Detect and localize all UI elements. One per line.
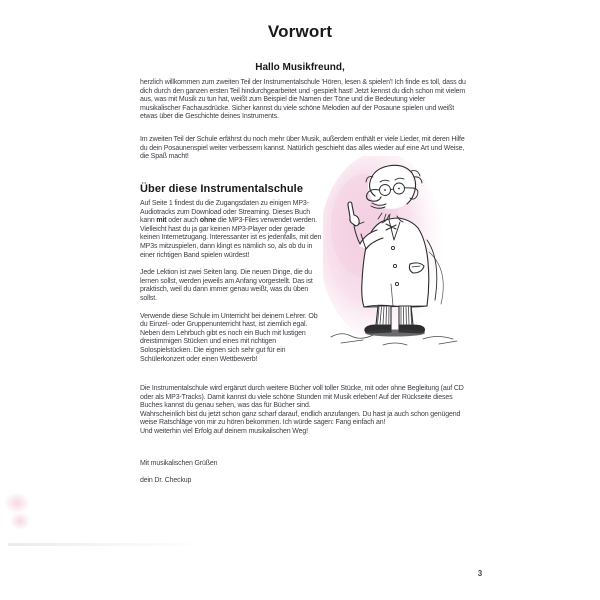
intro-paragraph-1: herzlich willkommen zum zweiten Teil der Instrumentalschule 'Hören, lesen & spielen'! Ich finde es toll, dass du dich durch den ganzen ersten Teil hindurchgearbeitet und -gespielt hast! Jetzt kennst du dich schon mit vielem aus, was mit Musik zu tun hat, weißt zum Beispiel die Namen der Töne und die Bedeutung vieler musikalischer Fachausdrücke. Sicher kannst du viele schöne Melodien auf der Posaune spielen und weißt etwas über die Geschichte deines Instruments.	[140, 79, 466, 121]
section-paragraph-2: Jede Lektion ist zwei Seiten lang. Die neuen Dinge, die du lernen sollst, werden jeweils am Anfang vorgestellt. Das ist praktisch, weil du dann immer genau weißt, was du üben sollst.	[140, 269, 313, 302]
section-column	[140, 200, 324, 373]
section-paragraph-3: Verwende diese Schule im Unterricht bei deinem Lehrer. Ob du Einzel- oder Gruppenunterricht hast, ist ziemlich egal. Neben dem Lehrbuch gibt es noch ein Buch mit lustigen dreistimmigen Stücken und eines mit richtigen Solospielstücken. Die eignen sich sehr gut für ein Schülerkonzert oder einen Wettbewerb!	[140, 312, 318, 363]
page-title: Vorwort	[267, 22, 333, 41]
signoff-greeting: Mit musikalischen Grüßen	[140, 460, 218, 467]
page-number: 3	[477, 569, 483, 578]
page-edge-artifact	[8, 543, 208, 546]
dr-checkup-illustration	[323, 156, 473, 348]
para1-bold-ohne: ohne	[199, 217, 216, 225]
intro-paragraph-2: Im zweiten Teil der Schule erfährst du noch mehr über Musik, außerdem enthält er viele Lieder, mit deren Hilfe du dein Posaunenspiel weiter verbessern kannst. Natürlich geschieht das alles wieder auf eine Art und Weise, die Spaß macht!	[140, 136, 465, 161]
closing-line-3: Und weiterhin viel Erfolg auf deinem musikalischen Weg!	[140, 427, 308, 435]
closing-paragraph	[140, 385, 470, 437]
salutation-heading: Hallo Musikfreund,	[255, 62, 345, 73]
scan-smudge	[4, 492, 30, 514]
para1-text-before: Auf Seite 1 findest du die Zugangsdaten zu einigen MP3-Audiotracks zum Download oder Streaming. Dieses Buch kann	[140, 200, 311, 225]
section-heading: Über diese Instrumentalschule	[140, 183, 304, 195]
closing-line-1: Die Instrumentalschule wird ergänzt durch weitere Bücher voll toller Stücke, mit oder ohne Begleitung (auf CD oder als MP3-Tracks). Damit kannst du viele schöne Stunden mit Musik erleben! Auf der Rückseite dieses Buches kannst du genau sehen, was das für Bücher sind.	[140, 385, 464, 410]
closing-line-2: Wahrscheinlich bist du jetzt schon ganz scharf darauf, endlich anzufangen. Du hast ja auch schon genügend weise Ratschläge von mir zu hören bekommen. Ich würde sagen: Fang einfach an!	[140, 410, 461, 427]
signoff-name: dein Dr. Checkup	[140, 477, 192, 484]
para1-bold-mit: mit	[156, 217, 167, 225]
scan-smudge	[10, 512, 30, 530]
section-paragraph-1	[140, 200, 324, 260]
para1-text-mid: oder auch	[166, 217, 200, 225]
para1-text-after: die MP3-Files verwendet werden. Vielleicht hast du ja gar keinen MP3-Player oder gerade keinen Internetzugang. Interessanter ist es jedenfalls, mit den MP3s mitzuspielen, dann klingt es nämlich so, als ob du in einer richtigen Band spielen würdest!	[140, 217, 322, 259]
